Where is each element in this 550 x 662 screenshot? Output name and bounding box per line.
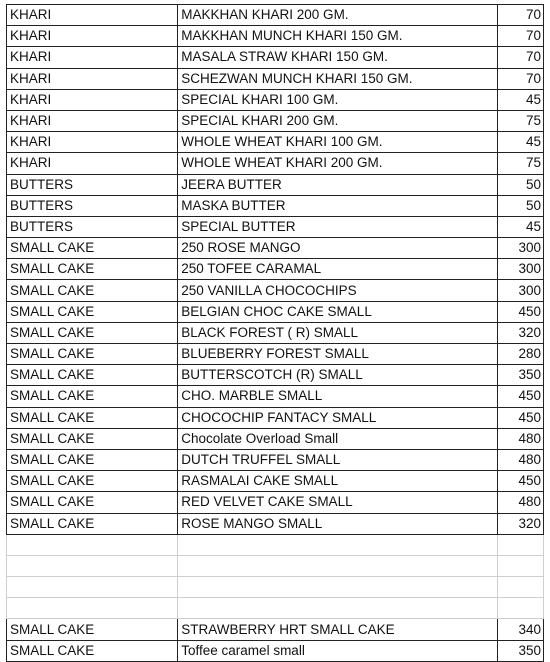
empty-row [7, 577, 544, 598]
price-cell: 450 [497, 386, 543, 407]
category-cell: SMALL CAKE [7, 386, 178, 407]
item-cell [178, 534, 497, 555]
category-cell: SMALL CAKE [7, 428, 178, 449]
item-cell: BUTTERSCOTCH (R) SMALL [178, 365, 497, 386]
table-row [7, 89, 544, 110]
price-cell: 70 [497, 5, 543, 26]
table-row [7, 322, 544, 343]
item-cell: RASMALAI CAKE SMALL [178, 471, 497, 492]
table-row [7, 365, 544, 386]
table-row [7, 344, 544, 365]
item-cell: 250 TOFEE CARAMAL [178, 259, 497, 280]
price-cell: 450 [497, 471, 543, 492]
table-row [7, 68, 544, 89]
table-row [7, 47, 544, 68]
item-cell: BLUEBERRY FOREST SMALL [178, 344, 497, 365]
table-row [7, 619, 544, 640]
price-cell: 450 [497, 407, 543, 428]
table-row [7, 428, 544, 449]
empty-row [7, 534, 544, 555]
table-row [7, 259, 544, 280]
price-cell: 450 [497, 301, 543, 322]
price-cell: 70 [497, 47, 543, 68]
item-cell: ROSE MANGO SMALL [178, 513, 497, 534]
item-cell: STRAWBERRY HRT SMALL CAKE [178, 619, 497, 640]
category-cell [7, 555, 178, 576]
price-cell: 320 [497, 322, 543, 343]
item-cell: 250 VANILLA CHOCOCHIPS [178, 280, 497, 301]
table-row [7, 513, 544, 534]
price-cell: 300 [497, 280, 543, 301]
price-cell: 350 [497, 640, 543, 661]
price-cell: 45 [497, 89, 543, 110]
price-cell [497, 534, 543, 555]
price-cell: 480 [497, 492, 543, 513]
table-row [7, 407, 544, 428]
table-row [7, 153, 544, 174]
table-row [7, 471, 544, 492]
item-cell [178, 598, 497, 619]
category-cell: SMALL CAKE [7, 322, 178, 343]
item-cell: SPECIAL BUTTER [178, 216, 497, 237]
table-row [7, 26, 544, 47]
category-cell: SMALL CAKE [7, 407, 178, 428]
item-cell: CHOCOCHIP FANTACY SMALL [178, 407, 497, 428]
item-cell: 250 ROSE MANGO [178, 238, 497, 259]
table-row [7, 492, 544, 513]
table-row [7, 132, 544, 153]
table-row [7, 195, 544, 216]
price-cell: 75 [497, 153, 543, 174]
price-cell: 75 [497, 110, 543, 131]
category-cell: SMALL CAKE [7, 471, 178, 492]
table-row [7, 5, 544, 26]
price-cell: 45 [497, 132, 543, 153]
category-cell: SMALL CAKE [7, 280, 178, 301]
category-cell: KHARI [7, 110, 178, 131]
item-cell: DUTCH TRUFFEL SMALL [178, 449, 497, 470]
item-cell: SPECIAL KHARI 100 GM. [178, 89, 497, 110]
price-cell: 70 [497, 26, 543, 47]
table-row [7, 449, 544, 470]
price-cell: 320 [497, 513, 543, 534]
empty-row [7, 598, 544, 619]
item-cell: MAKKHAN KHARI 200 GM. [178, 5, 497, 26]
item-cell: CHO. MARBLE SMALL [178, 386, 497, 407]
price-list-body [7, 5, 544, 662]
item-cell: Toffee caramel small [178, 640, 497, 661]
price-cell: 280 [497, 344, 543, 365]
category-cell: SMALL CAKE [7, 640, 178, 661]
price-cell: 70 [497, 68, 543, 89]
price-cell: 300 [497, 238, 543, 259]
item-cell [178, 555, 497, 576]
item-cell: MAKKHAN MUNCH KHARI 150 GM. [178, 26, 497, 47]
table-row [7, 301, 544, 322]
category-cell: BUTTERS [7, 174, 178, 195]
category-cell: KHARI [7, 68, 178, 89]
price-cell [497, 598, 543, 619]
category-cell: KHARI [7, 5, 178, 26]
item-cell: WHOLE WHEAT KHARI 200 GM. [178, 153, 497, 174]
item-cell [178, 577, 497, 598]
category-cell: SMALL CAKE [7, 365, 178, 386]
price-cell [497, 555, 543, 576]
item-cell: SPECIAL KHARI 200 GM. [178, 110, 497, 131]
category-cell: SMALL CAKE [7, 259, 178, 280]
table-row [7, 238, 544, 259]
category-cell: KHARI [7, 132, 178, 153]
category-cell: SMALL CAKE [7, 492, 178, 513]
price-cell: 480 [497, 428, 543, 449]
category-cell: BUTTERS [7, 216, 178, 237]
table-row [7, 110, 544, 131]
category-cell: SMALL CAKE [7, 619, 178, 640]
price-cell [497, 577, 543, 598]
item-cell: MASALA STRAW KHARI 150 GM. [178, 47, 497, 68]
category-cell: KHARI [7, 153, 178, 174]
item-cell: WHOLE WHEAT KHARI 100 GM. [178, 132, 497, 153]
category-cell [7, 577, 178, 598]
price-cell: 50 [497, 174, 543, 195]
item-cell: Chocolate Overload Small [178, 428, 497, 449]
price-cell: 350 [497, 365, 543, 386]
category-cell: SMALL CAKE [7, 449, 178, 470]
category-cell: BUTTERS [7, 195, 178, 216]
empty-row [7, 555, 544, 576]
category-cell: SMALL CAKE [7, 513, 178, 534]
price-list-table [6, 4, 544, 662]
price-cell: 50 [497, 195, 543, 216]
category-cell: SMALL CAKE [7, 301, 178, 322]
price-cell: 300 [497, 259, 543, 280]
category-cell: SMALL CAKE [7, 238, 178, 259]
category-cell: KHARI [7, 26, 178, 47]
table-row [7, 280, 544, 301]
price-cell: 45 [497, 216, 543, 237]
table-row [7, 640, 544, 661]
item-cell: MASKA BUTTER [178, 195, 497, 216]
table-row [7, 216, 544, 237]
category-cell: SMALL CAKE [7, 344, 178, 365]
table-row [7, 174, 544, 195]
item-cell: RED VELVET CAKE SMALL [178, 492, 497, 513]
category-cell: KHARI [7, 47, 178, 68]
item-cell: BLACK FOREST ( R) SMALL [178, 322, 497, 343]
table-row [7, 386, 544, 407]
category-cell [7, 598, 178, 619]
price-cell: 340 [497, 619, 543, 640]
item-cell: JEERA BUTTER [178, 174, 497, 195]
item-cell: BELGIAN CHOC CAKE SMALL [178, 301, 497, 322]
item-cell: SCHEZWAN MUNCH KHARI 150 GM. [178, 68, 497, 89]
category-cell [7, 534, 178, 555]
price-cell: 480 [497, 449, 543, 470]
category-cell: KHARI [7, 89, 178, 110]
